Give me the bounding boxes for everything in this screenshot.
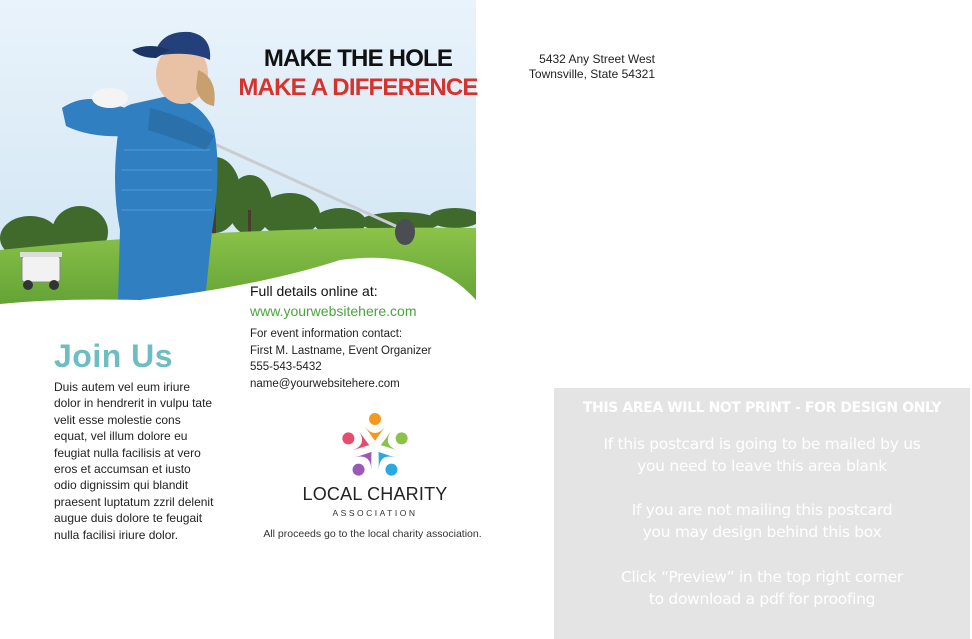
mailing-address [520, 52, 655, 82]
headline-line-1: MAKE THE HOLE [263, 45, 453, 72]
contact-email[interactable]: name@yourwebsitehere.com [250, 377, 400, 390]
contact-name: First M. Lastname, Event Organizer [250, 344, 432, 357]
no-print-title: THIS AREA WILL NOT PRINT - FOR DESIGN ONLY [582, 400, 942, 416]
address-street: 5432 Any Street West [539, 52, 655, 66]
no-print-area [554, 388, 970, 639]
details-title: Full details online at: [250, 283, 378, 299]
no-print-line: to download a pdf for proofing [648, 590, 876, 608]
headline-line-2: MAKE A DIFFERENCE [238, 74, 478, 101]
contact-label: For event information contact: [250, 328, 403, 340]
headline [238, 44, 478, 102]
charity-name: LOCAL CHARITY [302, 484, 448, 504]
join-title: Join Us [54, 338, 174, 374]
no-print-line: you need to leave this area blank [637, 457, 887, 475]
proceeds-note: All proceeds go to the local charity association. [263, 528, 482, 540]
no-print-line: If you are not mailing this postcard [631, 501, 893, 519]
no-print-line: you may design behind this box [642, 523, 882, 541]
charity-logo-icon [338, 410, 412, 484]
address-city: Townsville, State 54321 [528, 67, 655, 81]
no-print-line: If this postcard is going to be mailed by us [603, 435, 921, 453]
charity-subtitle: ASSOCIATION [332, 508, 418, 518]
contact-phone: 555-543-5432 [250, 361, 322, 373]
join-body-text: Duis autem vel eum iriure dolor in hendrerit in vulpu tate velit esse molestie cons equat, vel illum dolore eu feugiat nulla facilisis at vero eros et accumsan et iusto odio dignissim qui blandit praesent luptatum zzril delenit augue duis dolore te feugait nulla facilisi iriure dolor. [54, 380, 214, 542]
website-link[interactable]: www.yourwebsitehere.com [250, 303, 417, 319]
no-print-line: Click “Preview” in the top right corner [621, 568, 903, 586]
event-details [250, 282, 510, 392]
